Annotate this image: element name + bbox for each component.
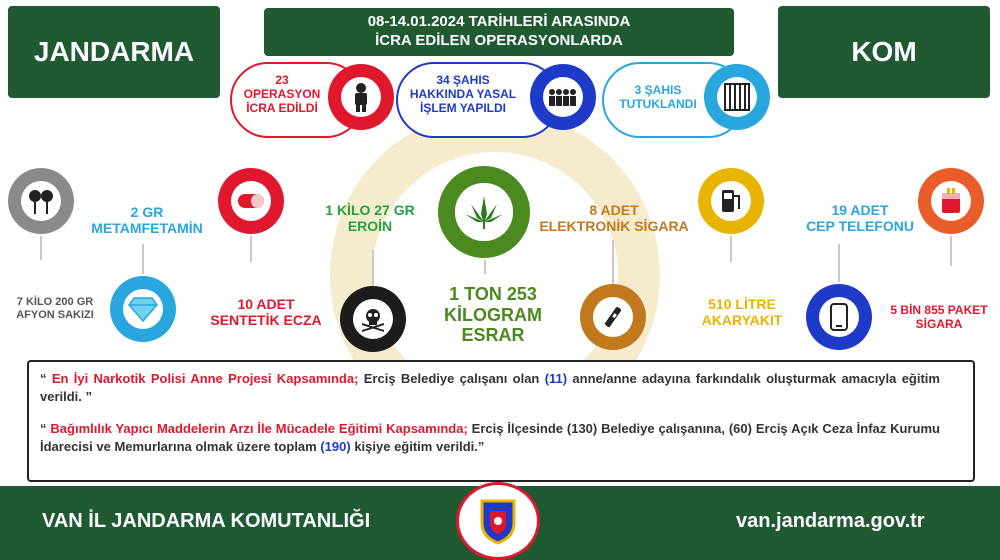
center-line-1: 08-14.01.2024 TARİHLERİ ARASINDA [367,13,631,31]
skull-icon [359,305,387,333]
bottom-circle-3 [580,284,646,350]
seizure-bottom-2: 10 ADET SENTETİK ECZA [210,296,322,329]
operation-1-circle [328,64,394,130]
bottom-circle-1 [110,276,176,342]
soldier-icon [348,82,374,112]
connector-line [40,236,42,260]
message-2: “ Bağımlılık Yapıcı Maddelerin Arzı İle Mücadele Eğitimi Kapsamında; Erciş İlçesinde (130) Belediye çalışanına, (60) Erciş Açık Ceza İnfaz Kurumu İdarecisi ve Memurlarına olmak üzere toplam (190) kişiye eğitim verildi.” [40,421,940,454]
message-2-number: (190) [320,438,351,454]
header-right-title [778,6,990,98]
operation-1-text: 23 OPERASYON İCRA EDİLDİ [243,73,321,115]
top-circle-4 [698,168,764,234]
top-circle-3 [438,166,530,258]
seizure-top-4: 19 ADET CEP TELEFONU [806,202,914,235]
header-center-banner [264,8,734,56]
cigarette-pack-icon [939,187,963,215]
diamond-icon [128,296,158,322]
message-1: “ En İyi Narkotik Polisi Anne Projesi Kapsamında; Erciş Belediye çalışanı olan (11) anne/anne adayına farkındalık oluşturmak amacıyla eğitim verildi. ” [40,371,940,404]
connector-line [950,236,952,266]
bottom-circle-4 [806,284,872,350]
seizure-bottom-1: 7 KİLO 200 GR AFYON SAKIZI [16,296,94,321]
phone-icon [830,303,848,331]
message-1-highlight: En İyi Narkotik Polisi Anne Projesi Kapsamında; [51,371,359,386]
seizure-top-2: 1 KİLO 27 GR EROİN [325,202,415,235]
right-title-text: KOM [851,36,917,67]
balloon-icon [27,187,55,215]
operation-2-text: 34 ŞAHIS HAKKINDA YASAL İŞLEM YAPILDI [409,73,517,115]
footer-left-text: VAN İL JANDARMA KOMUTANLIĞI [42,510,371,532]
header-left-title [8,6,220,98]
connector-line [142,244,144,274]
connector-line [484,260,486,274]
connector-line [612,240,614,284]
left-title-text: JANDARMA [33,36,195,67]
message-2-highlight: Bağımlılık Yapıcı Maddelerin Arzı İle Mücadele Eğitimi Kapsamında; [50,421,468,436]
e-cigarette-icon [600,304,626,330]
jail-icon [724,83,750,111]
jandarma-emblem-icon [478,497,518,545]
seizure-bottom-4: 510 LİTRE AKARYAKIT [701,296,783,329]
cannabis-leaf-icon [463,194,505,230]
connector-line [838,244,840,282]
jandarma-logo [456,482,540,560]
footer-url: van.jandarma.gov.tr [736,510,925,532]
message-1-number: (11) [544,371,568,386]
operation-3-text: 3 ŞAHIS TUTUKLANDI [619,83,697,111]
connector-line [730,236,732,262]
pill-icon [236,191,266,211]
seizure-top-1: 2 GR METAMFETAMİN [91,204,203,237]
operation-3-circle [704,64,770,130]
crowd-icon [547,86,579,108]
connector-line [372,250,374,286]
seizure-bottom-3: 1 TON 253 KİLOGRAM ESRAR [444,284,542,346]
seizure-bottom-5: 5 BİN 855 PAKET SİGARA [890,303,988,331]
bottom-circle-2 [340,286,406,352]
center-line-2: İCRA EDİLEN OPERASYONLARDA [375,32,623,49]
seizure-top-3: 8 ADET ELEKTRONİK SİGARA [539,202,689,235]
operation-2-circle [530,64,596,130]
fuel-pump-icon [719,187,743,215]
connector-line [250,236,252,262]
